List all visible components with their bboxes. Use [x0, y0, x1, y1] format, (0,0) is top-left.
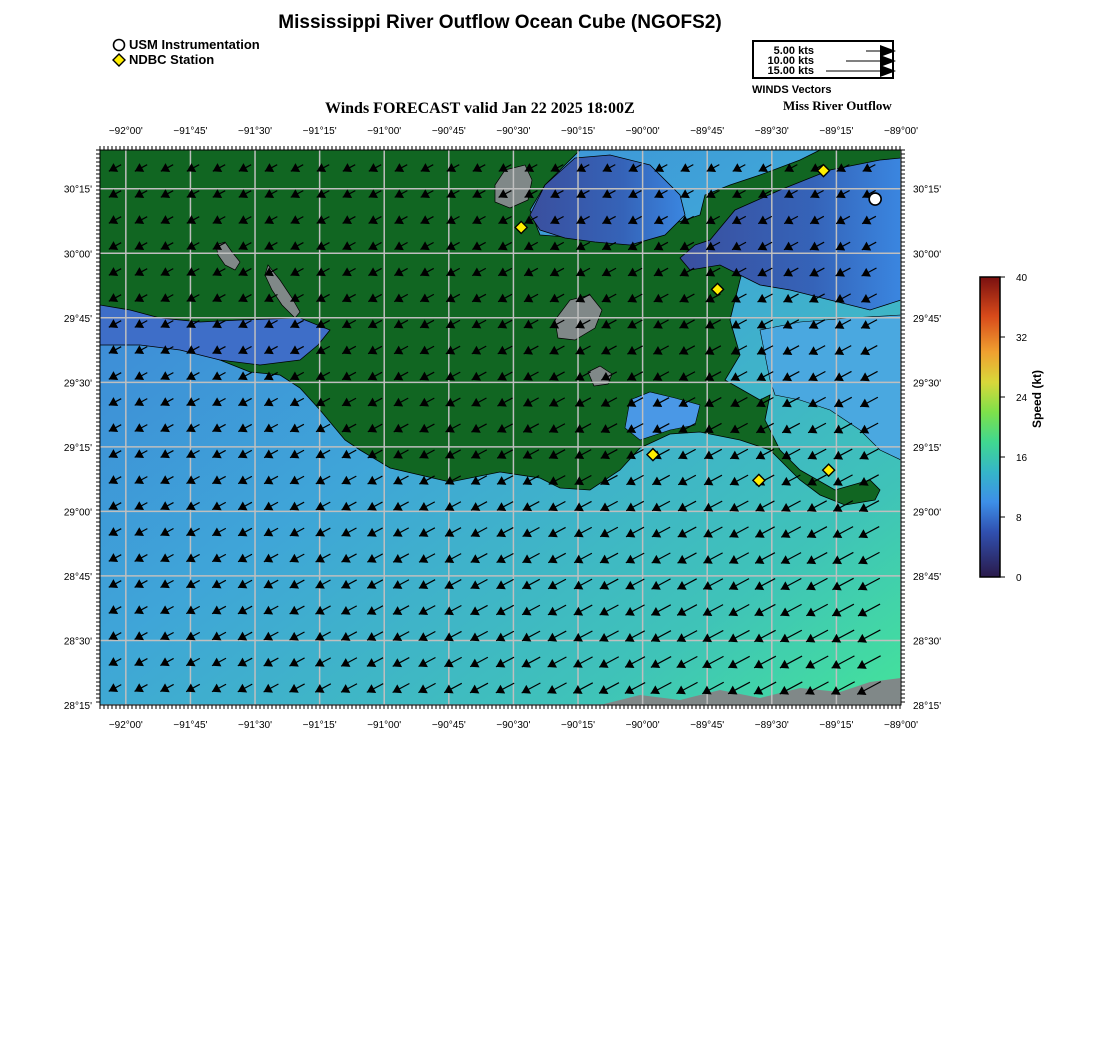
lon-tick-label: −89°30': [754, 126, 789, 137]
lat-tick-label: 28°45': [63, 571, 92, 583]
wind-key-label-15: 15.00 kts: [767, 65, 814, 77]
lon-tick-label: −92°00': [108, 720, 143, 731]
legend-ndbc-label: NDBC Station: [129, 52, 215, 67]
lat-tick-label: 29°45': [63, 313, 92, 325]
wind-key-label-5: 5.00 kts: [773, 45, 814, 57]
wind-key-label-10: 10.00 kts: [767, 55, 814, 67]
lon-tick-label: −90°15': [561, 126, 596, 137]
lat-tick-label: 28°30': [913, 636, 942, 648]
lon-tick-label: −90°30': [496, 720, 531, 731]
colorbar: [980, 277, 1000, 577]
lon-tick-label: −89°45': [690, 126, 725, 137]
wind-key-caption: WINDS Vectors: [752, 84, 832, 96]
lat-tick-label: 29°15': [63, 442, 92, 454]
lat-labels-right: [913, 185, 941, 712]
source-label: Miss River Outflow: [783, 98, 892, 113]
lon-tick-label: −91°45': [173, 720, 208, 731]
colorbar-tick-label: 16: [1016, 453, 1028, 464]
lon-tick-label: −89°15': [819, 126, 854, 137]
lat-tick-label: 30°15': [63, 184, 92, 196]
lat-labels-left: [64, 185, 92, 712]
lat-tick-label: 30°00': [63, 249, 92, 261]
lat-tick-label: 28°15': [913, 701, 942, 712]
lon-tick-label: −91°15': [302, 126, 337, 137]
lon-tick-label: −90°00': [625, 720, 660, 731]
map-title: Mississippi River Outflow Ocean Cube (NGOFS2): [278, 12, 722, 33]
lon-tick-label: −89°15': [819, 720, 854, 731]
lon-tick-label: −91°15': [302, 720, 337, 731]
lon-tick-label: −89°30': [754, 720, 789, 731]
lon-tick-label: −90°15': [561, 720, 596, 731]
lon-tick-label: −89°00': [884, 126, 918, 137]
lat-tick-label: 29°00': [913, 507, 942, 519]
lon-tick-label: −90°45': [431, 720, 466, 731]
lat-tick-label: 30°00': [913, 249, 942, 261]
colorbar-tick-label: 24: [1016, 393, 1028, 404]
lat-tick-label: 29°30': [63, 378, 92, 390]
colorbar-ticks: [1000, 273, 1028, 584]
colorbar-tick-label: 32: [1016, 333, 1028, 344]
lon-labels-bottom: [109, 720, 918, 731]
lon-tick-label: −91°00': [367, 126, 402, 137]
legend-usm-label: USM Instrumentation: [129, 37, 260, 52]
usm-station-marker[interactable]: [869, 193, 881, 205]
lon-tick-label: −90°30': [496, 126, 531, 137]
lon-tick-label: −91°00': [367, 720, 402, 731]
colorbar-tick-label: 40: [1016, 273, 1028, 284]
map-area: [100, 150, 901, 705]
lon-tick-label: −90°45': [431, 126, 466, 137]
lon-tick-label: −92°00': [108, 126, 143, 137]
lat-tick-label: 28°30': [63, 636, 92, 648]
lon-labels-top: [109, 126, 918, 137]
lat-tick-label: 29°45': [913, 313, 942, 325]
colorbar-label: Speed (kt): [1030, 369, 1044, 428]
forecast-subtitle: Winds FORECAST valid Jan 22 2025 18:00Z: [325, 100, 635, 117]
lon-tick-label: −91°30': [238, 720, 273, 731]
colorbar-tick-label: 8: [1016, 513, 1022, 524]
lat-tick-label: 29°30': [913, 378, 942, 390]
lat-tick-label: 29°15': [913, 442, 942, 454]
lon-tick-label: −89°00': [884, 720, 918, 731]
lon-tick-label: −89°45': [690, 720, 725, 731]
lat-tick-label: 30°15': [913, 184, 942, 196]
lon-tick-label: −91°45': [173, 126, 208, 137]
lon-tick-label: −91°30': [238, 126, 273, 137]
colorbar-tick-label: 0: [1016, 573, 1022, 584]
lon-tick-label: −90°00': [625, 126, 660, 137]
lat-tick-label: 28°45': [913, 571, 942, 583]
lat-tick-label: 28°15': [63, 701, 92, 712]
lat-tick-label: 29°00': [63, 507, 92, 519]
